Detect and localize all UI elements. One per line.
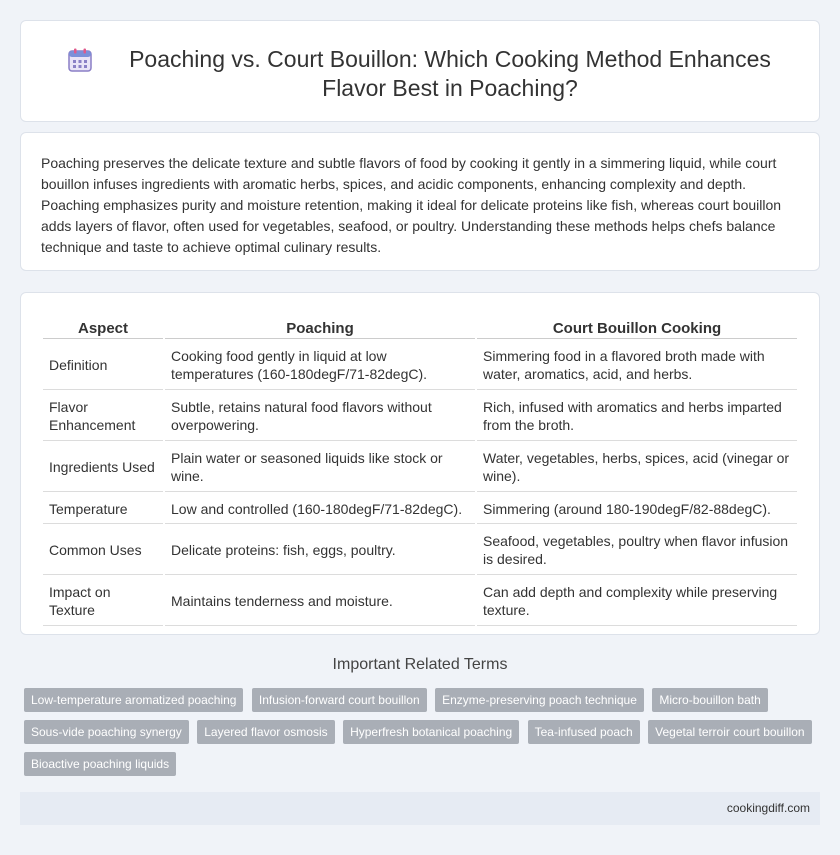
- related-term-tag[interactable]: Hyperfresh botanical poaching: [343, 720, 519, 744]
- table-row: [43, 392, 797, 441]
- related-terms-list: [24, 688, 824, 784]
- table-row: [43, 443, 797, 492]
- header-court-bouillon: Court Bouillon Cooking: [477, 317, 797, 339]
- related-term-tag[interactable]: Infusion-forward court bouillon: [252, 688, 427, 712]
- intro-card: [20, 132, 820, 271]
- row-poaching: Cooking food gently in liquid at low temperatures (160-180degF/71-82degC).: [165, 341, 475, 390]
- table-row: [43, 526, 797, 575]
- row-poaching: Delicate proteins: fish, eggs, poultry.: [165, 526, 475, 575]
- related-term-tag[interactable]: Micro-bouillon bath: [652, 688, 767, 712]
- related-term-tag[interactable]: Vegetal terroir court bouillon: [648, 720, 811, 744]
- row-poaching: Subtle, retains natural food flavors without overpowering.: [165, 392, 475, 441]
- related-term-tag[interactable]: Layered flavor osmosis: [197, 720, 334, 744]
- related-term-tag[interactable]: Tea-infused poach: [528, 720, 640, 744]
- row-court-bouillon: Seafood, vegetables, poultry when flavor infusion is desired.: [477, 526, 797, 575]
- header-card: [20, 20, 820, 122]
- footer: [20, 792, 820, 825]
- row-poaching: Plain water or seasoned liquids like stock or wine.: [165, 443, 475, 492]
- row-aspect: Temperature: [43, 494, 163, 524]
- page-title: Poaching vs. Court Bouillon: Which Cooking Method Enhances Flavor Best in Poaching?: [129, 46, 771, 101]
- row-aspect: Ingredients Used: [43, 443, 163, 492]
- row-court-bouillon: Water, vegetables, herbs, spices, acid (vinegar or wine).: [477, 443, 797, 492]
- row-court-bouillon: Can add depth and complexity while preserving texture.: [477, 577, 797, 626]
- header-aspect: Aspect: [43, 317, 163, 339]
- row-court-bouillon: Simmering (around 180-190degF/82-88degC).: [477, 494, 797, 524]
- row-court-bouillon: Rich, infused with aromatics and herbs imparted from the broth.: [477, 392, 797, 441]
- table-header-row: [43, 317, 797, 339]
- row-aspect: Flavor Enhancement: [43, 392, 163, 441]
- row-aspect: Definition: [43, 341, 163, 390]
- intro-paragraph: Poaching preserves the delicate texture and subtle flavors of food by cooking it gently in a simmering liquid, while court bouillon infuses ingredients with aromatic herbs, spices, and acidic components, enhancing complexity and depth. Poaching emphasizes purity and moisture retention, making it ideal for delicate proteins like fish, whereas court bouillon adds layers of flavor, often used for vegetables, seafood, or poultry. Understanding these methods helps chefs balance technique and taste to achieve optimal culinary results.: [41, 155, 782, 255]
- related-term-tag[interactable]: Low-temperature aromatized poaching: [24, 688, 243, 712]
- comparison-card: [20, 292, 820, 635]
- table-row: [43, 341, 797, 390]
- header-poaching: Poaching: [165, 317, 475, 339]
- row-aspect: Impact on Texture: [43, 577, 163, 626]
- comparison-table: [41, 315, 799, 628]
- table-row: [43, 577, 797, 626]
- related-term-tag[interactable]: Sous-vide poaching synergy: [24, 720, 189, 744]
- related-terms-title: Important Related Terms: [332, 656, 508, 673]
- related-term-tag[interactable]: Bioactive poaching liquids: [24, 752, 176, 776]
- footer-site-link[interactable]: cookingdiff.com: [726, 801, 810, 815]
- row-poaching: Maintains tenderness and moisture.: [165, 577, 475, 626]
- related-term-tag[interactable]: Enzyme-preserving poach technique: [435, 688, 644, 712]
- row-aspect: Common Uses: [43, 526, 163, 575]
- table-row: [43, 494, 797, 524]
- row-poaching: Low and controlled (160-180degF/71-82degC).: [165, 494, 475, 524]
- title-wrap: [21, 45, 819, 103]
- row-court-bouillon: Simmering food in a flavored broth made with water, aromatics, acid, and herbs.: [477, 341, 797, 390]
